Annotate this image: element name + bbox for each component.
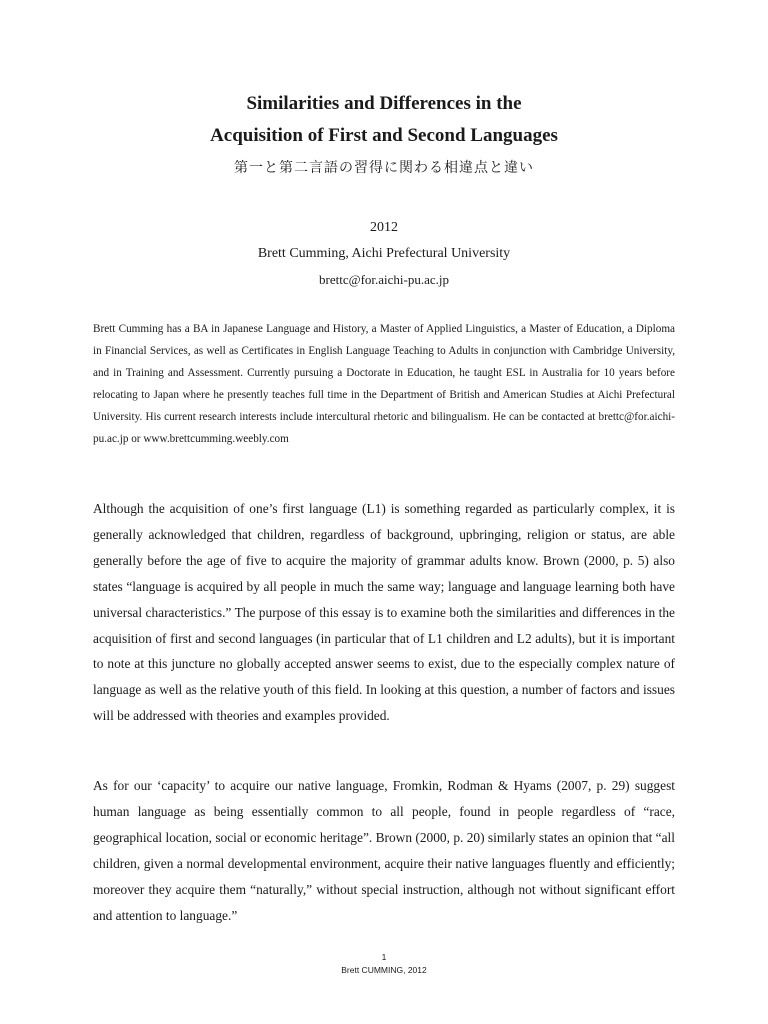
- title-line-2: Acquisition of First and Second Languages: [210, 125, 558, 146]
- footer-text: Brett CUMMING, 2012: [341, 965, 427, 975]
- page-footer: [0, 951, 768, 977]
- publication-year: 2012: [370, 220, 398, 235]
- author-email: brettc@for.aichi-pu.ac.jp: [319, 272, 449, 287]
- title-line-1: Similarities and Differences in the: [246, 93, 522, 114]
- body-paragraph-1: Although the acquisition of one’s first language (L1) is something regarded as particularly complex, it is generally acknowledged that children, regardless of background, upbringing, religion or status, are able generally before the age of five to acquire the majority of grammar adults know. Brown (2000, p. 5) also states “language is acquired by all people in much the same way; language and language learning both have universal characteristics.” The purpose of this essay is to examine both the similarities and differences in the acquisition of first and second languages (in particular that of L1 children and L2 adults), but it is important to note at this juncture no globally accepted answer seems to exist, due to the especially complex nature of language as well as the relative youth of this field. In looking at this question, a number of factors and issues will be addressed with theories and examples provided.: [93, 501, 675, 724]
- author-bio: Brett Cumming has a BA in Japanese Language and History, a Master of Applied Linguistics, a Master of Education, a Diploma in Financial Services, as well as Certificates in English Language Teaching to Adults in conjunction with Cambridge University, and in Training and Assessment. Currently pursuing a Doctorate in Education, he taught ESL in Australia for 10 years before relocating to Japan where he presently teaches full time in the Department of British and American Studies at Aichi Prefectural University. His current research interests include intercultural rhetoric and bilingualism. He can be contacted at brettc@for.aichi-pu.ac.jp or www.brettcumming.weebly.com: [93, 323, 675, 446]
- author-meta: [0, 215, 768, 293]
- body-paragraph-2: As for our ‘capacity’ to acquire our native language, Fromkin, Rodman & Hyams (2007, p. 29) suggest human language as being essentially common to all people, found in people regardless of “race, geographical location, social or economic heritage”. Brown (2000, p. 20) similarly states an opinion that “all children, given a normal developmental environment, acquire their native languages fluently and efficiently; moreover they acquire them “naturally,” without special instruction, although not without significant effort and attention to language.”: [93, 778, 675, 923]
- page-number: 1: [381, 952, 387, 962]
- japanese-title: 第一と第二言語の習得に関わる相違点と違い: [234, 160, 534, 176]
- title-block: [0, 88, 768, 180]
- author-affiliation: Brett Cumming, Aichi Prefectural University: [257, 246, 511, 261]
